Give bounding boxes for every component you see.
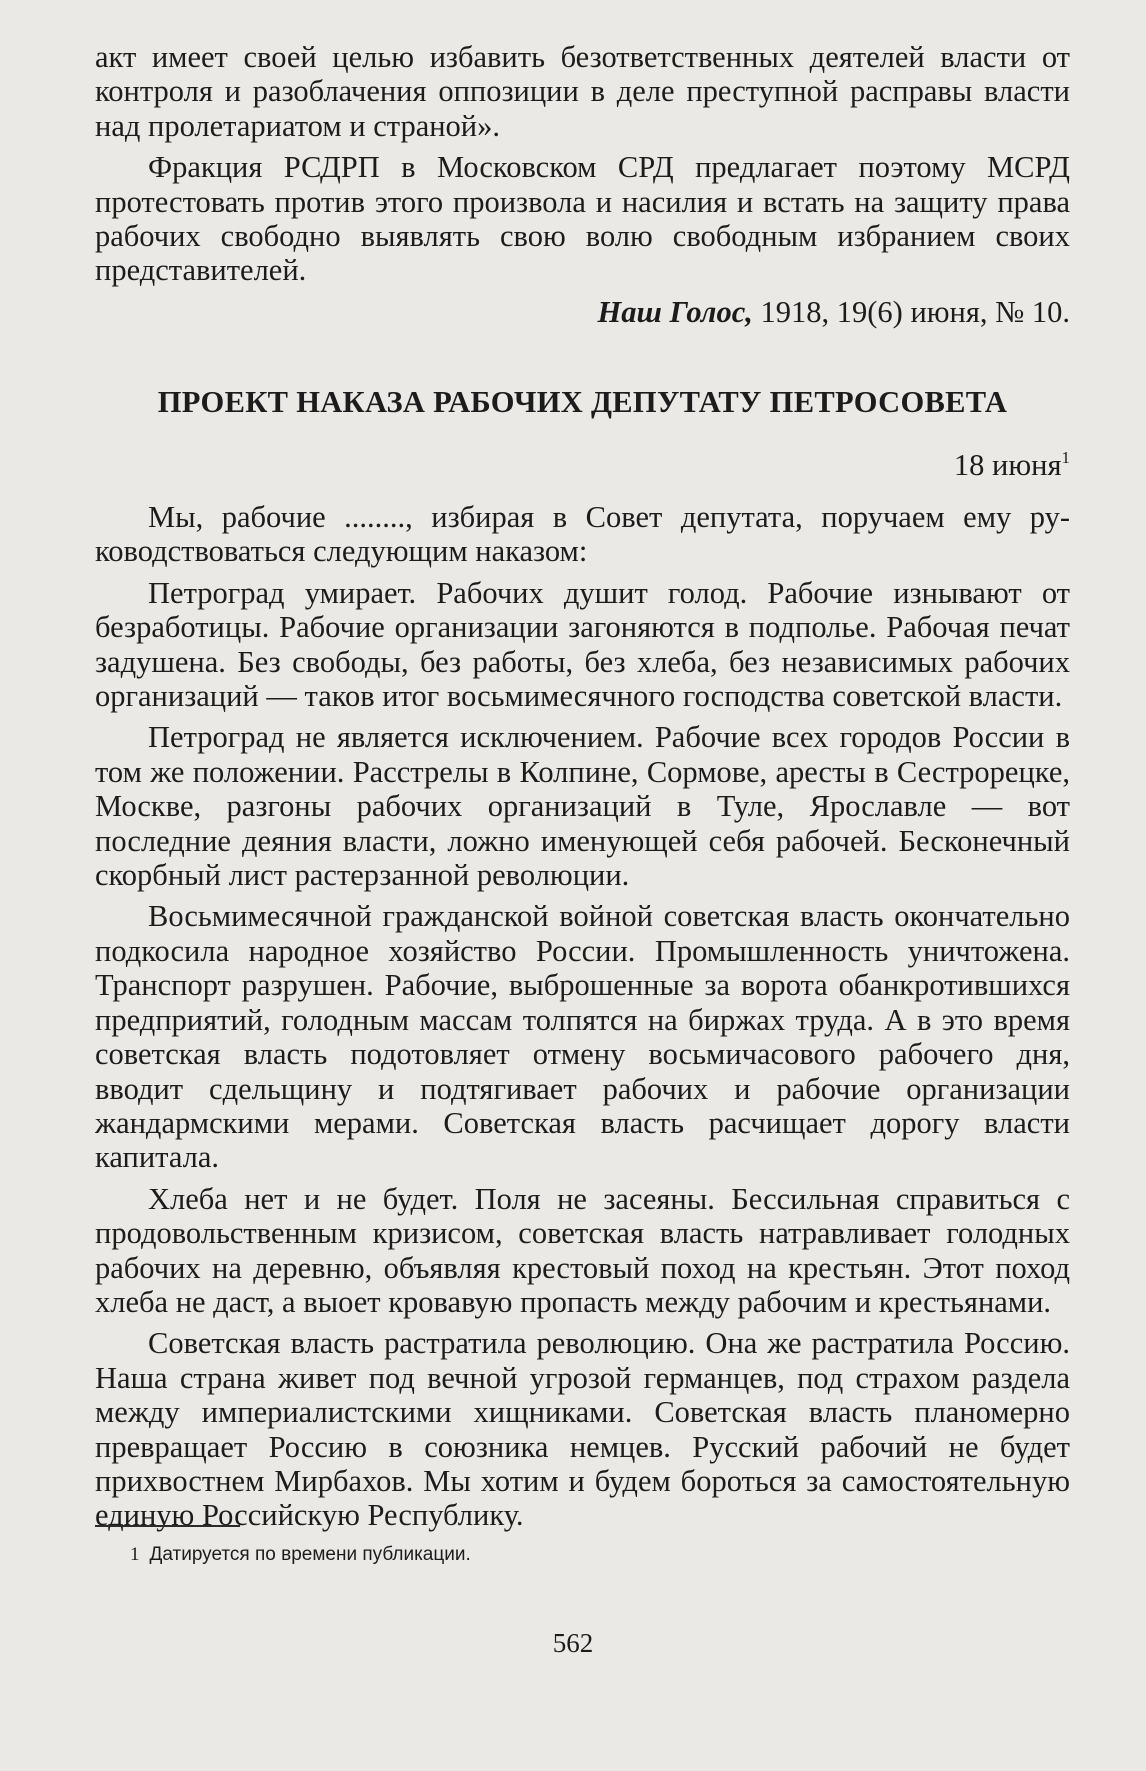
- footnote-divider: [95, 1525, 240, 1527]
- source-citation: [95, 295, 1070, 329]
- body-paragraph: Петроград умирает. Рабочих душит голод. Рабочие изнывают от безработицы. Рабочие организации загоняются в подполье. Рабочая печат задушена. Без свободы, без работы, без хлеба, без независимых рабочих организаций — таков итог восьмимесячного господства советской власти.: [95, 575, 1070, 714]
- body-paragraph: Петроград не является исключением. Рабочие всех городов России в том же положении. Расстрелы в Колпине, Сормове, аресты в Сестрорецке, Москве, разгоны рабочих организаций в Туле, Ярославле — вот последние деяния власти, ложно именующей себя рабочей. Бесконечный скорбный лист растерзанной революции.: [95, 720, 1070, 893]
- page-number: 562: [552, 1628, 594, 1658]
- section-date: [954, 448, 1070, 483]
- source-paper: Наш Голос,: [597, 294, 753, 329]
- body-block: [95, 500, 1070, 1540]
- source-details: 1918, 19(6) июня, № 10.: [760, 294, 1070, 329]
- faction-paragraph: Фракция РСДРП в Московском СРД предлагает поэтому МСРД протестовать против этого произвола и насилия и встать на защиту права рабочих свободно выявлять свою волю свободным избранием своих представителей.: [95, 150, 1070, 288]
- footnote-number: 1: [130, 1544, 140, 1565]
- body-paragraph: Восьмимесячной гражданской войной советская власть окончательно подкосила народное хозяйство России. Промышленность уничтожена. Транспорт разрушен. Рабочие, выброшенные за ворота обанкротившихся предприятий, голодным массам толпятся на биржах труда. А в это время советская власть подотовляет отмену восьмичасового рабочего дня, вводит сдельщину и подтягивает рабочих и рабочие организации жандармскими мерами. Советская власть расчищает дорогу власти капитала.: [95, 899, 1070, 1175]
- body-paragraph: Хлеба нет и не будет. Поля не засеяны. Бессильная справиться с продовольственным кризисом, советская власть натравливает голодных рабочих на деревню, объявляя крестовый поход на крестьян. Этот поход хлеба не даст, а выоет кровавую пропасть между рабочим и крестьянами.: [95, 1181, 1070, 1319]
- section-date-text: 18 июня: [953, 448, 1062, 482]
- footnote: [130, 1542, 471, 1568]
- continuation-paragraph: акт имеет своей целью избавить безответственных деятелей власти от контроля и разоблачения оппозиции в деле преступной расправы власти над пролетариатом и страной».: [95, 40, 1070, 143]
- section-title: ПРОЕКТ НАКАЗА РАБОЧИХ ДЕПУТАТУ ПЕТРОСОВЕТА: [157, 385, 1008, 419]
- footnote-reference: 1: [1061, 448, 1070, 467]
- footnote-text: Датируется по времени публикации.: [149, 1544, 471, 1565]
- body-paragraph: Мы, рабочие ........, избирая в Совет депутата, поручаем ему руководствоваться следующим наказом:: [95, 500, 1070, 569]
- body-paragraph: Советская власть растратила революцию. Она же растратила Россию. Наша страна живет под вечной угрозой германцев, под страхом раздела между империалистскими хищниками. Советская власть планомерно превращает Россию в союзника немцев. Русский рабочий не будет прихвостнем Мирбахов. Мы хотим и будем бороться за самостоятельную единую Российскую Республику.: [95, 1326, 1070, 1533]
- continuation-block: [95, 40, 1070, 329]
